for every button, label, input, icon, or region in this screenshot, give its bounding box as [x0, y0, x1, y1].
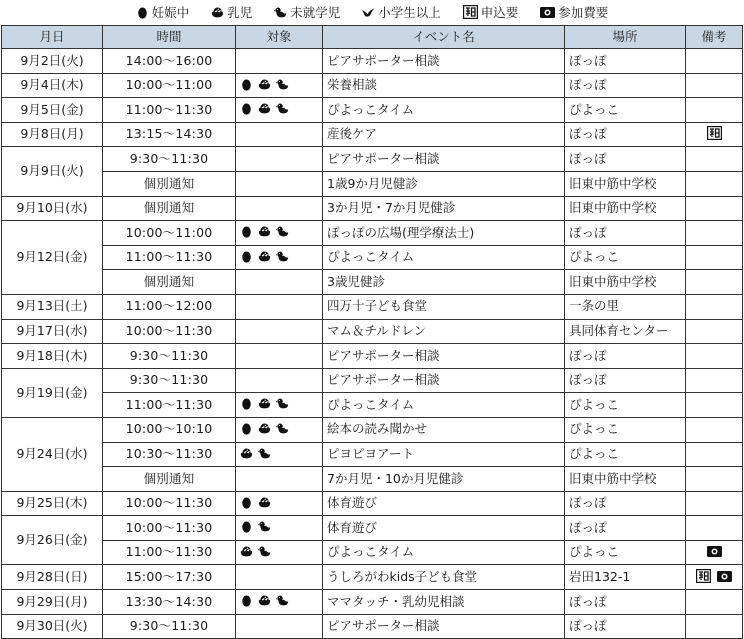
date-cell: 9月24日(水) — [2, 417, 103, 491]
event-cell: 産後ケア — [323, 122, 565, 147]
target-cell — [236, 491, 323, 516]
target-cell — [236, 319, 323, 344]
table-row — [2, 147, 743, 172]
event-cell: 体育遊び — [323, 491, 565, 516]
chick-hatching-icon — [258, 496, 271, 509]
event-cell: 3歳児健診 — [323, 270, 565, 295]
header-date: 月日 — [2, 26, 103, 49]
date-cell: 9月12日(金) — [2, 221, 103, 295]
fee-icon — [707, 546, 722, 557]
date-cell: 9月19日(金) — [2, 368, 103, 417]
time-cell: 9:30～11:30 — [103, 614, 236, 639]
event-cell: ぴよっこタイム — [323, 393, 565, 418]
note-cell — [686, 442, 743, 467]
table-row — [2, 393, 743, 418]
legend-item — [540, 3, 608, 21]
event-cell: ぴよっこタイム — [323, 98, 565, 123]
target-cell — [236, 368, 323, 393]
egg-icon — [136, 6, 149, 19]
place-cell: ぴよっこ — [565, 540, 686, 565]
event-cell: ママタッチ・乳幼児相談 — [323, 590, 565, 615]
note-cell — [686, 319, 743, 344]
time-cell: 個別通知 — [103, 171, 236, 196]
table-row — [2, 565, 743, 590]
time-cell: 13:30～14:30 — [103, 590, 236, 615]
target-cell — [236, 516, 323, 541]
date-cell: 9月9日(火) — [2, 147, 103, 196]
table-row — [2, 491, 743, 516]
note-cell — [686, 565, 743, 590]
event-cell: ピアサポーター相談 — [323, 368, 565, 393]
legend-item — [136, 3, 190, 21]
chick-icon — [258, 447, 271, 460]
chick-hatching-icon — [258, 422, 271, 435]
note-cell — [686, 221, 743, 246]
note-cell — [686, 417, 743, 442]
egg-icon — [240, 397, 253, 410]
place-cell: ぴよっこ — [565, 417, 686, 442]
chick-icon — [276, 594, 289, 607]
chick-hatching-icon — [211, 6, 224, 19]
event-cell: ピアサポーター相談 — [323, 49, 565, 74]
target-cell — [236, 270, 323, 295]
chick-icon — [258, 520, 271, 533]
table-row — [2, 196, 743, 221]
place-cell: 岩田132-1 — [565, 565, 686, 590]
egg-icon — [240, 422, 253, 435]
target-cell — [236, 221, 323, 246]
time-cell: 個別通知 — [103, 270, 236, 295]
place-cell: ぴよっこ — [565, 245, 686, 270]
note-cell — [686, 590, 743, 615]
note-cell — [686, 516, 743, 541]
date-cell: 9月5日(金) — [2, 98, 103, 123]
target-cell — [236, 417, 323, 442]
target-cell — [236, 245, 323, 270]
time-cell: 個別通知 — [103, 467, 236, 492]
table-row — [2, 516, 743, 541]
header-time: 時間 — [103, 26, 236, 49]
table-row — [2, 590, 743, 615]
egg-icon — [240, 520, 253, 533]
target-cell — [236, 49, 323, 74]
date-cell: 9月26日(金) — [2, 516, 103, 565]
place-cell: ぴよっこ — [565, 393, 686, 418]
place-cell: ぽっぽ — [565, 221, 686, 246]
event-cell: 栄養相談 — [323, 73, 565, 98]
table-row — [2, 319, 743, 344]
event-cell: 7か月児・10か月児健診 — [323, 467, 565, 492]
date-cell: 9月29日(月) — [2, 590, 103, 615]
table-row — [2, 270, 743, 295]
time-cell: 10:00～11:30 — [103, 319, 236, 344]
chick-icon — [276, 397, 289, 410]
legend-label: 未就学児 — [290, 5, 341, 20]
place-cell: ぽっぽ — [565, 147, 686, 172]
note-cell — [686, 49, 743, 74]
time-cell: 9:30～11:30 — [103, 368, 236, 393]
place-cell: ぽっぽ — [565, 122, 686, 147]
table-row — [2, 417, 743, 442]
header-note: 備考 — [686, 26, 743, 49]
date-cell: 9月10日(水) — [2, 196, 103, 221]
event-cell: 絵本の読み聞かせ — [323, 417, 565, 442]
target-cell — [236, 196, 323, 221]
event-cell: ぽっぽの広場(理学療法士) — [323, 221, 565, 246]
target-cell — [236, 614, 323, 639]
date-cell: 9月8日(月) — [2, 122, 103, 147]
time-cell: 11:00～11:30 — [103, 393, 236, 418]
application-badge-icon — [707, 126, 722, 140]
date-cell: 9月25日(木) — [2, 491, 103, 516]
chick-hatching-icon — [258, 78, 271, 91]
chick-icon — [276, 250, 289, 263]
place-cell: ぽっぽ — [565, 516, 686, 541]
table-row — [2, 49, 743, 74]
table-header-row — [2, 26, 743, 49]
time-cell: 10:00～11:30 — [103, 516, 236, 541]
egg-icon — [240, 250, 253, 263]
application-badge-icon — [696, 569, 711, 583]
date-cell: 9月4日(木) — [2, 73, 103, 98]
note-cell — [686, 122, 743, 147]
note-cell — [686, 614, 743, 639]
time-cell: 13:15～14:30 — [103, 122, 236, 147]
table-row — [2, 245, 743, 270]
time-cell: 10:00～10:10 — [103, 417, 236, 442]
place-cell: 旧東中筋中学校 — [565, 270, 686, 295]
legend-label: 参加費要 — [558, 5, 609, 20]
place-cell: ぽっぽ — [565, 344, 686, 369]
event-cell: ピアサポーター相談 — [323, 147, 565, 172]
chick-hatching-icon — [240, 447, 253, 460]
place-cell: 旧東中筋中学校 — [565, 171, 686, 196]
target-cell — [236, 171, 323, 196]
chick-hatching-icon — [258, 594, 271, 607]
note-cell — [686, 245, 743, 270]
chick-hatching-icon — [258, 102, 271, 115]
place-cell: ぽっぽ — [565, 614, 686, 639]
note-cell — [686, 344, 743, 369]
note-cell — [686, 368, 743, 393]
place-cell: ぽっぽ — [565, 590, 686, 615]
chick-icon — [276, 225, 289, 238]
place-cell: 旧東中筋中学校 — [565, 467, 686, 492]
note-cell — [686, 491, 743, 516]
place-cell: ぴよっこ — [565, 98, 686, 123]
chick-hatching-icon — [258, 250, 271, 263]
note-cell — [686, 171, 743, 196]
egg-icon — [240, 78, 253, 91]
time-cell: 11:00～11:30 — [103, 540, 236, 565]
table-row — [2, 368, 743, 393]
chick-icon — [276, 78, 289, 91]
date-cell: 9月13日(土) — [2, 294, 103, 319]
place-cell: ぽっぽ — [565, 491, 686, 516]
target-cell — [236, 442, 323, 467]
table-row — [2, 171, 743, 196]
target-cell — [236, 147, 323, 172]
fee-icon — [540, 7, 555, 18]
time-cell: 10:00～11:30 — [103, 491, 236, 516]
chick-icon — [274, 6, 287, 19]
schedule-table — [1, 25, 743, 639]
legend-label: 申込要 — [480, 5, 519, 20]
event-cell: うしろがわkids子ども食堂 — [323, 565, 565, 590]
legend — [0, 0, 744, 24]
table-row — [2, 467, 743, 492]
event-cell: ぴよっこタイム — [323, 245, 565, 270]
note-cell — [686, 147, 743, 172]
egg-icon — [240, 225, 253, 238]
note-cell — [686, 73, 743, 98]
legend-label: 小学生以上 — [378, 5, 441, 20]
date-cell: 9月18日(木) — [2, 344, 103, 369]
table-row — [2, 122, 743, 147]
note-cell — [686, 270, 743, 295]
date-cell: 9月28日(日) — [2, 565, 103, 590]
place-cell: ぴよっこ — [565, 442, 686, 467]
time-cell: 10:30～11:30 — [103, 442, 236, 467]
note-cell — [686, 540, 743, 565]
chick-icon — [276, 422, 289, 435]
event-cell: 3か月児・7か月児健診 — [323, 196, 565, 221]
egg-icon — [240, 102, 253, 115]
place-cell: ぽっぽ — [565, 73, 686, 98]
time-cell: 11:00～11:30 — [103, 98, 236, 123]
legend-item — [463, 3, 519, 21]
event-cell: 四万十子ども食堂 — [323, 294, 565, 319]
table-row — [2, 221, 743, 246]
time-cell: 10:00～11:00 — [103, 221, 236, 246]
event-cell: ピアサポーター相談 — [323, 344, 565, 369]
target-cell — [236, 565, 323, 590]
table-row — [2, 344, 743, 369]
time-cell: 10:00～11:00 — [103, 73, 236, 98]
legend-label: 乳児 — [227, 5, 253, 20]
target-cell — [236, 98, 323, 123]
time-cell: 個別通知 — [103, 196, 236, 221]
legend-item — [274, 3, 340, 21]
bird-icon — [362, 6, 375, 19]
note-cell — [686, 393, 743, 418]
target-cell — [236, 393, 323, 418]
place-cell: ぽっぽ — [565, 368, 686, 393]
note-cell — [686, 467, 743, 492]
table-row — [2, 98, 743, 123]
target-cell — [236, 122, 323, 147]
note-cell — [686, 98, 743, 123]
chick-hatching-icon — [240, 545, 253, 558]
place-cell: 一条の里 — [565, 294, 686, 319]
table-row — [2, 442, 743, 467]
target-cell — [236, 294, 323, 319]
header-event: イベント名 — [323, 26, 565, 49]
note-cell — [686, 294, 743, 319]
target-cell — [236, 344, 323, 369]
time-cell: 11:00～11:30 — [103, 245, 236, 270]
date-cell: 9月17日(水) — [2, 319, 103, 344]
event-cell: ピヨピヨアート — [323, 442, 565, 467]
time-cell: 9:30～11:30 — [103, 344, 236, 369]
note-cell — [686, 196, 743, 221]
date-cell: 9月30日(火) — [2, 614, 103, 639]
table-row — [2, 614, 743, 639]
time-cell: 14:00～16:00 — [103, 49, 236, 74]
time-cell: 15:00～17:30 — [103, 565, 236, 590]
target-cell — [236, 467, 323, 492]
application-badge-icon — [463, 5, 478, 19]
target-cell — [236, 73, 323, 98]
event-cell: ぴよっこタイム — [323, 540, 565, 565]
fee-icon — [717, 571, 732, 582]
time-cell: 9:30～11:30 — [103, 147, 236, 172]
table-row — [2, 540, 743, 565]
chick-hatching-icon — [258, 397, 271, 410]
header-place: 場所 — [565, 26, 686, 49]
date-cell: 9月2日(火) — [2, 49, 103, 74]
place-cell: 具同体育センター — [565, 319, 686, 344]
event-cell: 1歳9か月児健診 — [323, 171, 565, 196]
chick-hatching-icon — [258, 225, 271, 238]
event-cell: ピアサポーター相談 — [323, 614, 565, 639]
event-cell: マム＆チルドレン — [323, 319, 565, 344]
table-row — [2, 73, 743, 98]
header-target: 対象 — [236, 26, 323, 49]
chick-icon — [258, 545, 271, 558]
egg-icon — [240, 594, 253, 607]
table-row — [2, 294, 743, 319]
event-cell: 体育遊び — [323, 516, 565, 541]
legend-item — [362, 3, 441, 21]
place-cell: 旧東中筋中学校 — [565, 196, 686, 221]
target-cell — [236, 590, 323, 615]
legend-item — [211, 3, 252, 21]
place-cell: ぽっぽ — [565, 49, 686, 74]
egg-icon — [240, 496, 253, 509]
target-cell — [236, 540, 323, 565]
time-cell: 11:00～12:00 — [103, 294, 236, 319]
chick-icon — [276, 102, 289, 115]
legend-label: 妊娠中 — [151, 5, 190, 20]
